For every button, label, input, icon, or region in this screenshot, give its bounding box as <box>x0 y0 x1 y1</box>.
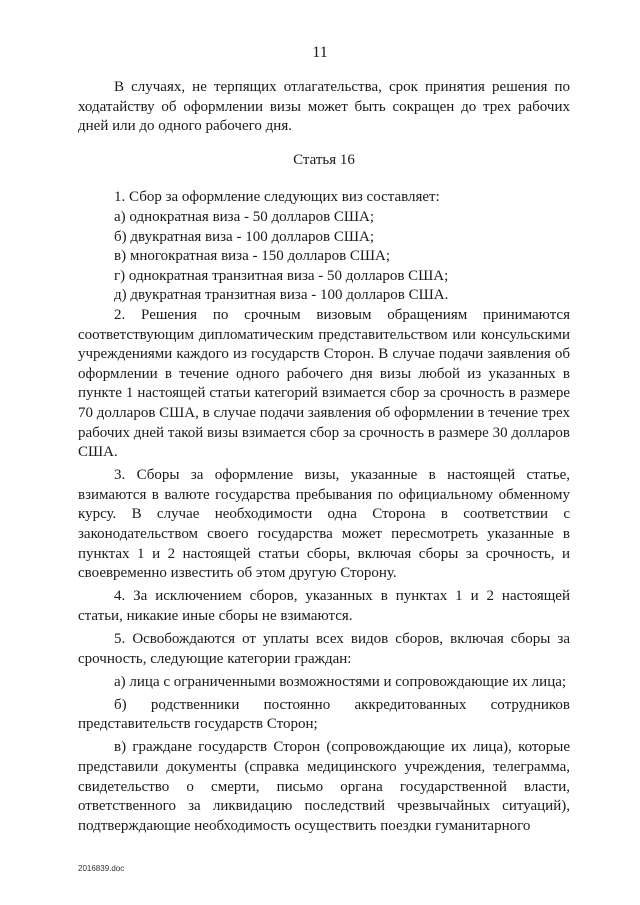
document-body <box>78 78 570 836</box>
footer-filename: 2016839.doc <box>78 864 125 873</box>
paragraph-2: 2. Решения по срочным визовым обращениям принимаются соответствующим дипломатическим представительством или консульскими учреждениями каждого из государств Сторон. В случае подачи заявления об оформлении в течение одного рабочего дня визы любой из указанных в пункте 1 настоящей статьи категорий взимается сбор за срочность в размере 70 долларов США, в случае подачи заявления об оформлении в течение трех рабочих дней такой визы взимается сбор за срочность в размере 30 долларов США. <box>78 306 570 461</box>
page-number: 11 <box>312 44 328 61</box>
paragraph-4: 4. За исключением сборов, указанных в пунктах 1 и 2 настоящей статьи, никакие иные сборы не взимаются. <box>78 588 570 624</box>
fee-item-c: в) многократная виза - 150 долларов США; <box>114 248 391 265</box>
fee-item-b: б) двукратная виза - 100 долларов США; <box>114 228 374 245</box>
fee-intro: 1. Сбор за оформление следующих виз составляет: <box>114 189 440 206</box>
exemption-item-b: б) родственники постоянно аккредитованных сотрудников представительств государств Сторон; <box>78 696 570 733</box>
exemption-item-c: в) граждане государств Сторон (сопровождающие их лица), которые представили документы (справка медицинского учреждения, телеграмма, свидетельство о смерти, письмо органа государственной власти, ответственного за ликвидацию последствий чрезвычайных ситуаций), подтверждающие необходимость осуществить поездки гуманитарного <box>78 739 570 834</box>
paragraph-3: 3. Сборы за оформление визы, указанные в настоящей статье, взимаются в валюте государства пребывания по официальному обменному курсу. В случае необходимости одна Сторона в соответствии с законодательством своего государства может пересмотреть указанные в пунктах 1 и 2 настоящей статьи сборы, включая сборы за срочность, и своевременно известить об этом другую Сторону. <box>78 467 570 582</box>
fee-item-d: г) однократная транзитная виза - 50 долларов США; <box>114 267 449 284</box>
exemption-item-a: а) лица с ограниченными возможностями и сопровождающие их лица; <box>114 673 567 690</box>
fee-item-a: а) однократная виза - 50 долларов США; <box>114 208 375 225</box>
intro-paragraph: В случаях, не терпящих отлагательства, срок принятия решения по ходатайству об оформлении визы может быть сокращен до трех рабочих дней или до одного рабочего дня. <box>78 79 570 135</box>
article-title: Статья 16 <box>293 151 355 168</box>
fee-item-e: д) двукратная транзитная виза - 100 долларов США. <box>114 287 449 304</box>
paragraph-5: 5. Освобождаются от уплаты всех видов сборов, включая сборы за срочность, следующие категории граждан: <box>78 630 570 667</box>
